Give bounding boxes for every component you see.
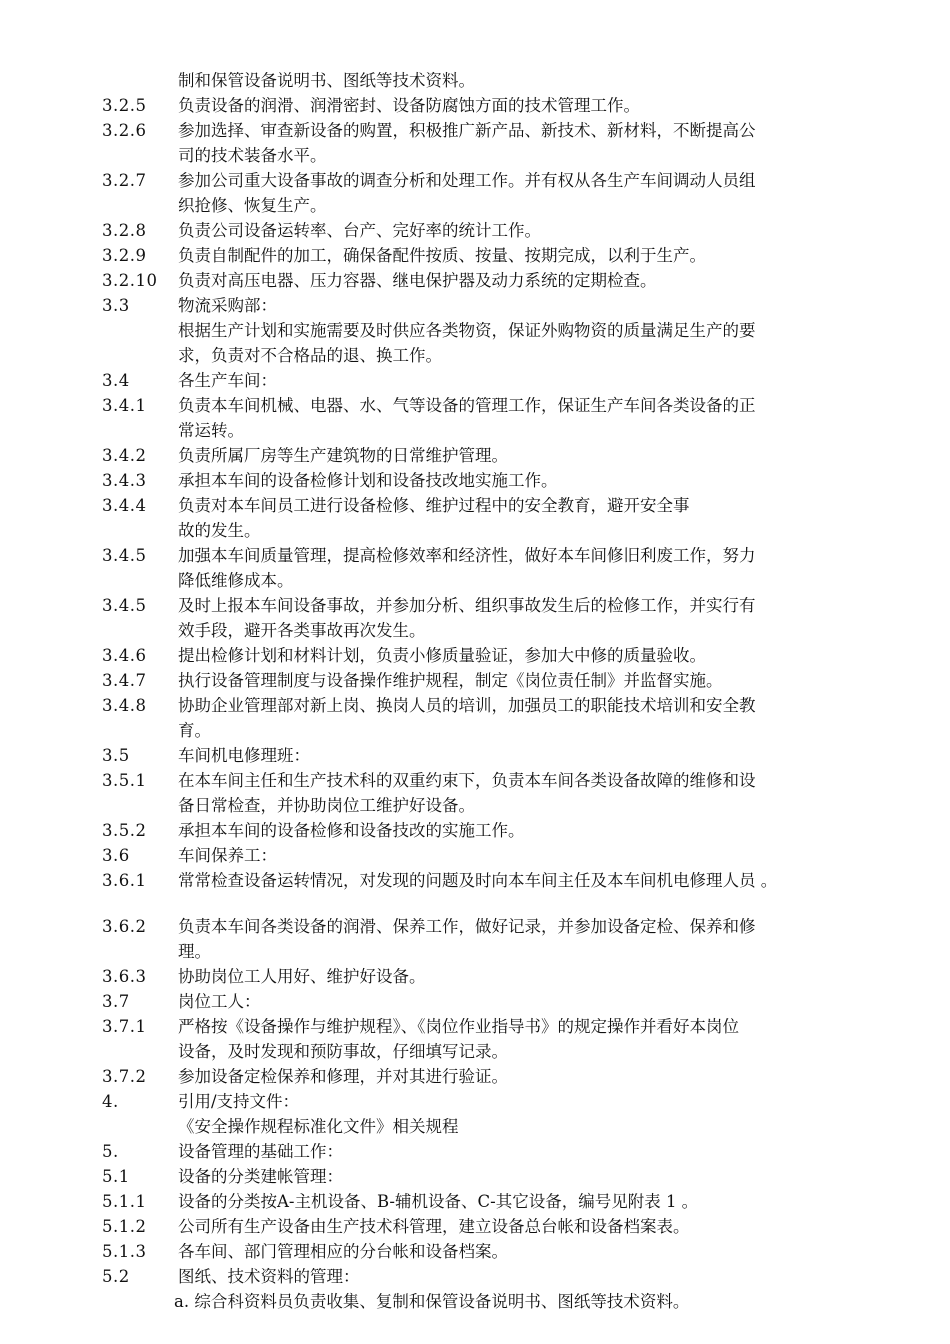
clause-number: 3.4.8	[102, 696, 147, 715]
clause-text: 制和保管设备说明书、图纸等技术资料。	[178, 71, 475, 90]
clause-number: 4.	[102, 1092, 119, 1111]
clause-text: 参加选择、审查新设备的购置，积极推广新产品、新技术、新材料，不断提高公	[178, 121, 756, 140]
clause-text: 育。	[178, 721, 211, 740]
clause-text: 求，负责对不合格品的退、换工作。	[178, 346, 442, 365]
clause-text: 在本车间主任和生产技术科的双重约束下，负责本车间各类设备故障的维修和设	[178, 771, 756, 790]
clause-number: 3.4.5	[102, 596, 147, 615]
clause-text: 设备，及时发现和预防事故，仔细填写记录。	[178, 1042, 508, 1061]
clause-number: 5.1.3	[102, 1242, 147, 1261]
clause-number: 3.2.8	[102, 221, 147, 240]
clause-number: 3.4.1	[102, 396, 147, 415]
clause-text: a. 综合科资料员负责收集、复制和保管设备说明书、图纸等技术资料。	[174, 1292, 690, 1311]
clause-number: 3.4.5	[102, 546, 147, 565]
clause-number: 3.5	[102, 746, 130, 765]
clause-number: 3.6.2	[102, 917, 147, 936]
clause-number: 5.2	[102, 1267, 130, 1286]
clause-text: 执行设备管理制度与设备操作维护规程，制定《岗位责任制》并监督实施。	[178, 671, 723, 690]
clause-text: 车间机电修理班：	[178, 746, 310, 765]
clause-text: 故的发生。	[178, 521, 261, 540]
clause-number: 3.7	[102, 992, 130, 1011]
clause-text: 《安全操作规程标准化文件》相关规程	[178, 1117, 459, 1136]
clause-text: 参加公司重大设备事故的调查分析和处理工作。并有权从各生产车间调动人员组	[178, 171, 756, 190]
clause-text: 物流采购部：	[178, 296, 277, 315]
clause-number: 3.5.1	[102, 771, 147, 790]
clause-number: 3.4.4	[102, 496, 147, 515]
clause-number: 3.3	[102, 296, 130, 315]
clause-number: 5.1.2	[102, 1217, 147, 1236]
clause-number: 3.2.10	[102, 271, 158, 290]
clause-text: 负责公司设备运转率、台产、完好率的统计工作。	[178, 221, 541, 240]
clause-number: 3.4.2	[102, 446, 147, 465]
clause-text: 图纸、技术资料的管理：	[178, 1267, 360, 1286]
clause-text: 各生产车间：	[178, 371, 277, 390]
clause-number: 3.2.6	[102, 121, 147, 140]
clause-number: 3.4	[102, 371, 130, 390]
clause-text: 协助岗位工人用好、维护好设备。	[178, 967, 426, 986]
clause-number: 3.7.1	[102, 1017, 147, 1036]
clause-text: 各车间、部门管理相应的分台帐和设备档案。	[178, 1242, 508, 1261]
clause-text: 承担本车间的设备检修和设备技改的实施工作。	[178, 821, 525, 840]
clause-number: 3.4.3	[102, 471, 147, 490]
clause-text: 设备的分类建帐管理：	[178, 1167, 343, 1186]
clause-text: 提出检修计划和材料计划，负责小修质量验证，参加大中修的质量验收。	[178, 646, 706, 665]
clause-text: 设备的分类按A-主机设备、B-辅机设备、C-其它设备，编号见附表 1 。	[178, 1192, 699, 1211]
clause-text: 根据生产计划和实施需要及时供应各类物资，保证外购物资的质量满足生产的要	[178, 321, 756, 340]
clause-number: 3.5.2	[102, 821, 147, 840]
clause-number: 3.7.2	[102, 1067, 147, 1086]
clause-text: 负责自制配件的加工，确保备配件按质、按量、按期完成，以利于生产。	[178, 246, 706, 265]
clause-number: 3.4.7	[102, 671, 147, 690]
clause-text: 协助企业管理部对新上岗、换岗人员的培训，加强员工的职能技术培训和安全教	[178, 696, 756, 715]
clause-text: 车间保养工：	[178, 846, 277, 865]
clause-text: 加强本车间质量管理，提高检修效率和经济性，做好本车间修旧利废工作，努力	[178, 546, 756, 565]
clause-text: 负责所属厂房等生产建筑物的日常维护管理。	[178, 446, 508, 465]
clause-text: 备日常检查，并协助岗位工维护好设备。	[178, 796, 475, 815]
clause-text: 负责本车间各类设备的润滑、保养工作，做好记录，并参加设备定检、保养和修	[178, 917, 756, 936]
clause-text: 负责本车间机械、电器、水、气等设备的管理工作，保证生产车间各类设备的正	[178, 396, 756, 415]
clause-number: 3.2.9	[102, 246, 147, 265]
clause-text: 承担本车间的设备检修计划和设备技改地实施工作。	[178, 471, 558, 490]
clause-number: 3.6	[102, 846, 130, 865]
clause-text: 参加设备定检保养和修理，并对其进行验证。	[178, 1067, 508, 1086]
clause-text: 引用/支持文件：	[178, 1092, 300, 1111]
clause-text: 负责对高压电器、压力容器、继电保护器及动力系统的定期检查。	[178, 271, 657, 290]
clause-text: 公司所有生产设备由生产技术科管理，建立设备总台帐和设备档案表。	[178, 1217, 690, 1236]
clause-number: 3.2.7	[102, 171, 147, 190]
clause-text: 织抢修、恢复生产。	[178, 196, 327, 215]
clause-number: 3.2.5	[102, 96, 147, 115]
clause-text: 常运转。	[178, 421, 244, 440]
clause-number: 5.1	[102, 1167, 130, 1186]
clause-text: 常常检查设备运转情况，对发现的问题及时向本车间主任及本车间机电修理人员 。	[178, 871, 778, 890]
clause-text: 设备管理的基础工作：	[178, 1142, 343, 1161]
clause-text: 效手段，避开各类事故再次发生。	[178, 621, 426, 640]
clause-text: 岗位工人：	[178, 992, 261, 1011]
clause-text: 理。	[178, 942, 211, 961]
clause-number: 3.6.1	[102, 871, 147, 890]
clause-text: 负责对本车间员工进行设备检修、维护过程中的安全教育，避开安全事	[178, 496, 690, 515]
clause-text: 司的技术装备水平。	[178, 146, 327, 165]
clause-text: 负责设备的润滑、润滑密封、设备防腐蚀方面的技术管理工作。	[178, 96, 640, 115]
clause-number: 5.1.1	[102, 1192, 147, 1211]
clause-number: 3.4.6	[102, 646, 147, 665]
clause-text: 降低维修成本。	[178, 571, 294, 590]
clause-number: 5.	[102, 1142, 119, 1161]
clause-number: 3.6.3	[102, 967, 147, 986]
clause-text: 及时上报本车间设备事故，并参加分析、组织事故发生后的检修工作，并实行有	[178, 596, 756, 615]
clause-text: 严格按《设备操作与维护规程》、《岗位作业指导书》的规定操作并看好本岗位	[178, 1017, 739, 1036]
